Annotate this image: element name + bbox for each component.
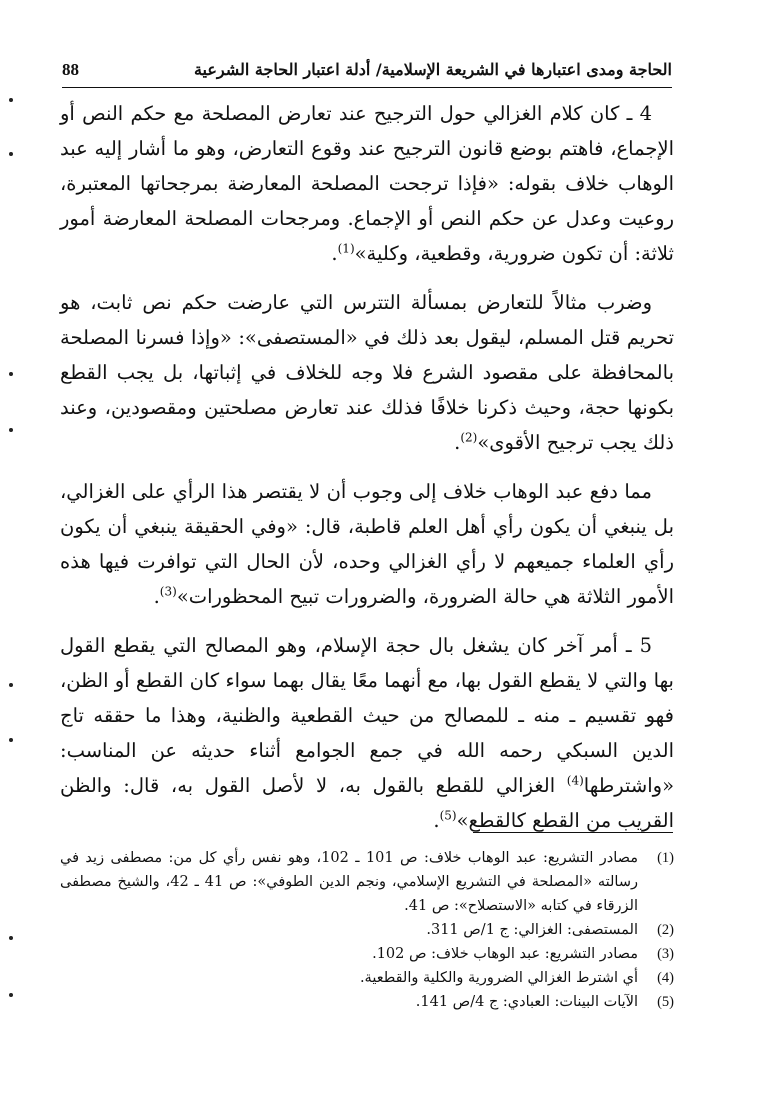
margin-dot	[9, 372, 13, 376]
header-title: الحاجة ومدى اعتبارها في الشريعة الإسلامية/ أدلة اعتبار الحاجة الشرعية	[193, 60, 672, 79]
footnote-ref: (1)	[337, 241, 355, 256]
footnote-number: (3)	[657, 946, 674, 962]
footnote-text: الآيات البينات: العبادي: ج 4/ص 141.	[415, 994, 638, 1010]
margin-dot	[9, 152, 13, 156]
footnote-number: (1)	[657, 850, 674, 866]
margin-dot	[9, 993, 13, 997]
footnotes	[60, 846, 674, 1014]
footnote-number: (5)	[657, 994, 674, 1010]
margin-dot	[9, 98, 13, 102]
footnote-number: (2)	[657, 922, 674, 938]
paragraph-4: 5 ـ أمر آخر كان يشغل بال حجة الإسلام، وهو المصالح التي يقطع القول بها والتي لا يقطع القول بها، مع أنهما معًا يقال بهما سواء كان القطع أو الظن، فهو تقسيم ـ منه ـ للمصالح من حيث القطعية والظنية، وهذا ما حققه تاج الدين السبكي رحمه الله في جمع الجوامع أثناء حديثه عن المناسب: «واشترطها$^{(4)}$ الغزالي للقطع بالقول به، لا لأصل القول به، قال: والظن القريب من القطع كالقطع»$^{(5)}$.	[60, 634, 674, 832]
footnote-item	[60, 990, 674, 1014]
footnote-item	[60, 966, 674, 990]
header-rule	[62, 87, 672, 88]
running-header	[62, 56, 672, 86]
margin-dot	[9, 683, 13, 687]
margin-dot	[9, 428, 13, 432]
footnote-text: المستصفى: الغزالي: ج 1/ص 311.	[426, 922, 638, 938]
footnote-text: أي اشترط الغزالي الضرورية والكلية والقطعية.	[359, 970, 638, 986]
footnote-separator	[473, 832, 673, 833]
footnote-item	[60, 942, 674, 966]
margin-dot	[9, 936, 13, 940]
paragraph-1: 4 ـ كان كلام الغزالي حول الترجيح عند تعارض المصلحة مع حكم النص أو الإجماع، فاهتم بوضع قانون الترجيح عند وقوع التعارض، وهو ما أشار إليه عبد الوهاب خلاف بقوله: «فإذا ترجحت المصلحة المعارضة بمرجحاتها المعتبرة، روعيت وعدل عن حكم النص أو الإجماع. ومرجحات المصلحة المعارضة أمور ثلاثة: أن تكون ضرورية، وقطعية، وكلية»$^{(1)}$.	[60, 102, 674, 265]
footnote-item	[60, 846, 674, 918]
footnote-ref: (2)	[460, 430, 478, 445]
footnote-text: مصادر التشريع: عبد الوهاب خلاف: ص 101 ـ 102، وهو نفس رأي كل من: مصطفى زيد في رسالته «المصلحة في التشريع الإسلامي، ونجم الدين الطوفي»: ص 41 ـ 42، والشيخ مصطفى الزرقاء في كتابه «الاستصلاح»: ص 41.	[60, 850, 639, 914]
footnote-number: (4)	[657, 970, 674, 986]
footnote-ref: (4)	[566, 773, 584, 788]
paragraph-3: مما دفع عبد الوهاب خلاف إلى وجوب أن لا يقتصر هذا الرأي على الغزالي، بل ينبغي أن يكون رأي أهل العلم قاطبة، قال: «وفي الحقيقة ينبغي أن يكون رأي العلماء جميعهم لا رأي الغزالي وحده، لأن الحال التي توافرت فيها هذه الأمور الثلاثة هي حالة الضرورة، والضرورات تبيح المحظورات»$^{(3)}$.	[60, 480, 674, 608]
footnote-item	[60, 918, 674, 942]
main-text	[60, 96, 674, 838]
page-number: 88	[62, 60, 79, 79]
margin-dot	[9, 738, 13, 742]
paragraph-2: وضرب مثالاً للتعارض بمسألة التترس التي عارضت حكم نص ثابت، هو تحريم قتل المسلم، ليقول بعد ذلك في «المستصفى»: «وإذا فسرنا المصلحة بالمحافظة على مقصود الشرع فلا وجه للخلاف في إثباتها، بل يجب القطع بكونها حجة، وحيث ذكرنا خلافًا فذلك عند تعارض مصلحتين ومقصودين، وعند ذلك يجب ترجيح الأقوى»$^{(2)}$.	[60, 291, 674, 454]
footnote-ref: (5)	[439, 808, 457, 823]
footnote-text: مصادر التشريع: عبد الوهاب خلاف: ص 102.	[372, 946, 638, 962]
footnote-ref: (3)	[159, 584, 177, 599]
